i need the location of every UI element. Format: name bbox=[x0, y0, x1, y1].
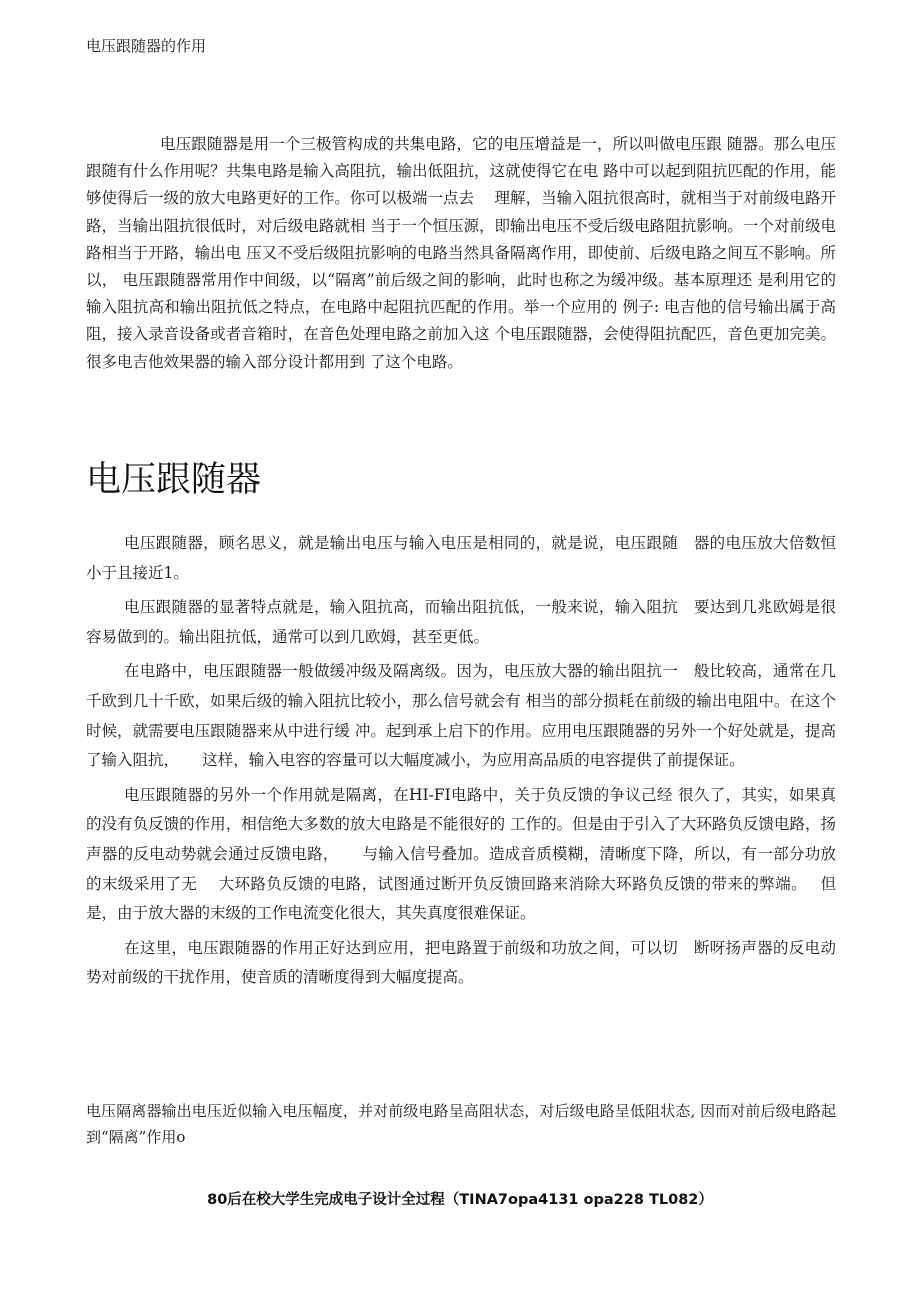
section-heading: 电压跟随器 bbox=[86, 460, 262, 500]
page-header-title: 电压跟随器的作用 bbox=[86, 37, 207, 55]
section-paragraph-1: 电压跟随器，顾名思义，就是输出电压与输入电压是相同的，就是说，电压跟随 器的电压放大倍数恒小于且接近1。 bbox=[86, 534, 836, 582]
section-paragraph-2: 电压跟随器的显著特点就是，输入阻抗高，而输出阻抗低，一般来说，输入阻抗 要达到几兆欧姆是很容易做到的。输出阻抗低，通常可以到几欧姆，甚至更低。 bbox=[86, 598, 836, 646]
section-paragraph-4: 电压跟随器的另外一个作用就是隔离，在HI-FI电路中，关于负反馈的争议己经 很久了，其实，如果真的没有负反馈的作用，相信绝大多数的放大电路是不能很好的 工作的。但是由于引入了大环路负反馈电路，扬声器的反电动势就会通过反馈电路， 与输入信号叠加。造成音质模糊，清晰度下降，所以，有一部分功放的末级采用了无 大环路负反馈的电路，试图通过断开负反馈回路来消除大环路负反馈的带来的弊端。 但是，由于放大器的末级的工作电流变化很大，其失真度很难保证。 bbox=[86, 785, 836, 923]
section-body bbox=[86, 529, 836, 998]
intro-paragraph: 电压跟随器是用一个三极管构成的共集电路，它的电压增益是一，所以叫做电压跟 随器。那么电压跟随有什么作用呢？共集电路是输入高阻抗，输出低阻抗，这就使得它在电 路中可以起到阻抗匹配的作用，能够使得后一级的放大电路更好的工作。你可以极端一点去 理解，当输入阻抗很高时，就相当于对前级电路开路，当输出阻抗很低时，对后级电路就相 当于一个恒压源，即输出电压不受后级电路阻抗影响。一个对前级电路相当于开路，输出电 压又不受后级阻抗影响的电路当然具备隔离作用，即使前、后级电路之间互不影响。所以， 电压跟随器常用作中间级，以“隔离”前后级之间的影响，此时也称之为缓冲级。基本原理还 是利用它的输入阻抗高和输出阻抗低之特点，在电路中起阻抗匹配的作用。举一个应用的 例子: 电吉他的信号输出属于高阻，接入录音设备或者音箱时，在音色处理电路之前加入这 个电压跟随器，会使得阻抗配匹，音色更加完美。很多电吉他效果器的输入部分设计都用到 了这个电路。 bbox=[86, 135, 836, 371]
section-paragraph-5: 在这里，电压跟随器的作用正好达到应用，把电路置于前级和功放之间，可以切 断呀扬声器的反电动势对前级的干扰作用，使音质的清晰度得到大幅度提高。 bbox=[86, 938, 836, 987]
footer-title: 80后在校大学生完成电子设计全过程（TINA7opa4131 opa228 TL082） bbox=[207, 1192, 713, 1208]
closing-paragraph: 电压隔离器输出电压近似输入电压幅度，并对前级电路呈高阻状态，对后级电路呈低阻状态, 因而对前后级电路起到“隔离”作用o bbox=[86, 1102, 836, 1146]
section-paragraph-3: 在电路中，电压跟随器一般做缓冲级及隔离级。因为，电压放大器的输出阻抗一 般比较高，通常在几千欧到几十千欧，如果后级的输入阻抗比较小，那么信号就会有 相当的部分损耗在前级的输出电阻中。在这个时候，就需要电压跟随器来从中进行缓 冲。起到承上启下的作用。应用电压跟随器的另外一个好处就是，提高了输入阻抗， 这样，输入电容的容量可以大幅度减小，为应用高品质的电容提供了前提保证。 bbox=[86, 662, 836, 770]
